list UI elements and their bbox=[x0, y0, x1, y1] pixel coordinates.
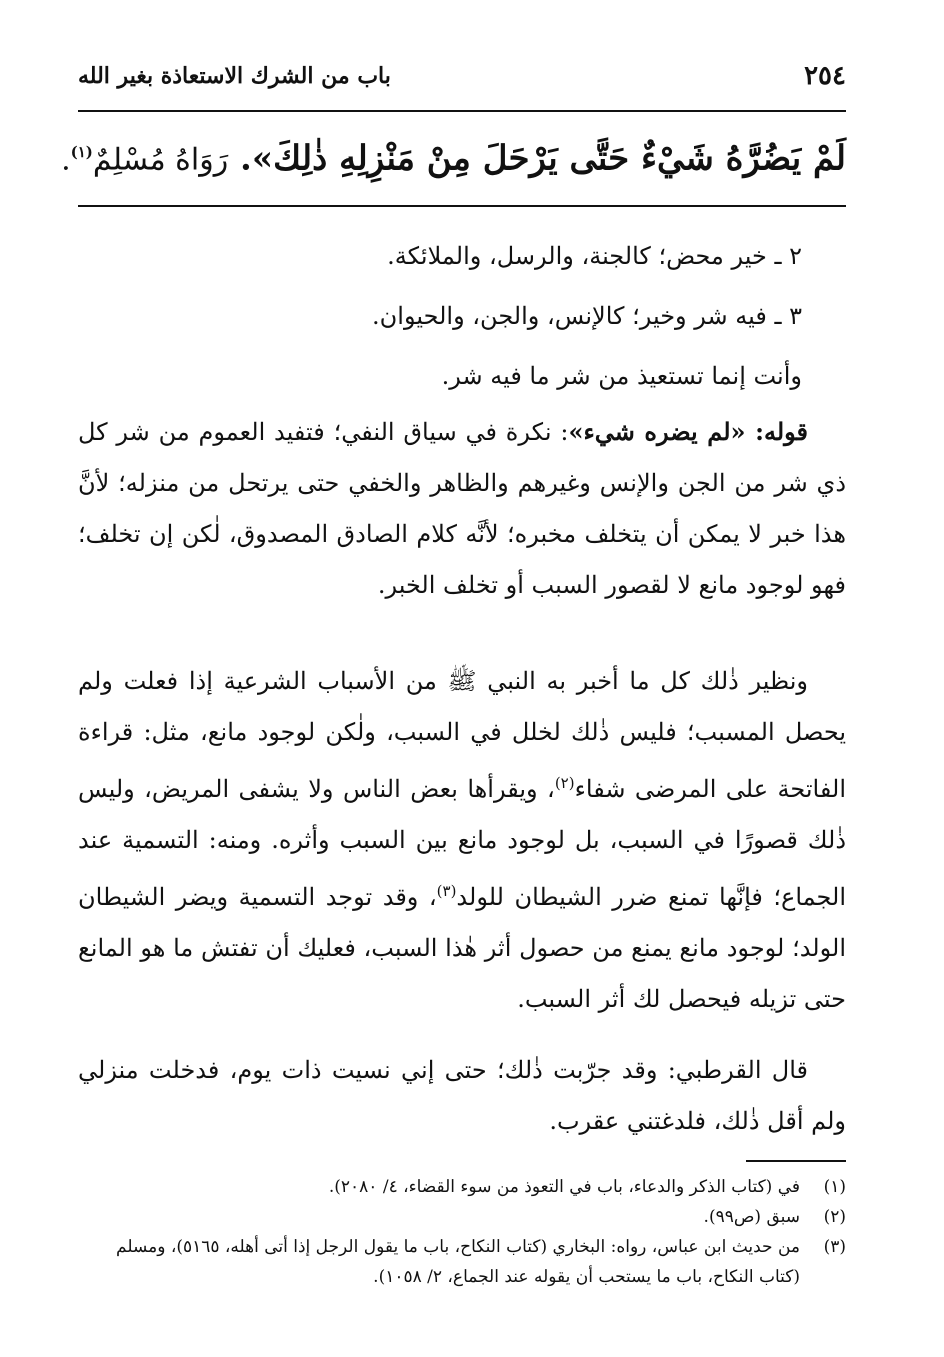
paragraph-2-text-c: ، وقد توجد التسمية ويضر الشيطان الولد؛ لوجود مانع يمنع من حصول أثر هٰذا السبب، فعليك أن تفتش ما هو المانع حتى تزيله فيحصل لك أثر السبب. bbox=[78, 883, 846, 1013]
quoted-phrase: قوله: «لم يضره شيء» bbox=[568, 417, 808, 446]
period: . bbox=[61, 142, 71, 178]
paragraph-3: قال القرطبي: وقد جرّبت ذٰلك؛ حتى إني نسيت ذات يوم، فدخلت منزلي ولم أقل ذٰلك، فلدغتني عقرب. bbox=[78, 1056, 846, 1135]
paragraph-2 bbox=[78, 656, 846, 1025]
footnote-rule bbox=[746, 1160, 846, 1162]
list-item: ٣ ـ فيه شر وخير؛ كالإنس، والجن، والحيوان. bbox=[372, 302, 802, 330]
footnote-number: (٢) bbox=[823, 1207, 846, 1227]
footnote-2 bbox=[78, 1202, 846, 1232]
paragraph-1-text: : نكرة في سياق النفي؛ فتفيد العموم من شر كل ذي شر من الجن والإنس وغيرهم والظاهر والخفي حتى يرتحل من منزله؛ لأنَّ هذا خبر لا يمكن أن يتخلف مخبره؛ لأنَّه كلام الصادق المصدوق، لٰكن إن تخلف؛ فهو لوجود مانع لا لقصور السبب أو تخلف الخبر. bbox=[78, 418, 846, 599]
chapter-title: باب من الشرك الاستعاذة بغير الله bbox=[78, 63, 391, 89]
page-number: ٢٥٤ bbox=[804, 61, 846, 91]
footnote-text: في (كتاب الذكر والدعاء، باب في التعوذ من سوء القضاء، ٤/ ٢٠٨٠). bbox=[328, 1177, 800, 1197]
footnote-1 bbox=[78, 1172, 846, 1202]
footnotes bbox=[78, 1172, 846, 1292]
footnote-marker-2: (٢) bbox=[554, 774, 575, 792]
hadith-text: لَمْ يَضُرَّهُ شَيْءٌ حَتَّى يَرْحَلَ مِنْ مَنْزِلِهِ ذٰلِكَ». bbox=[240, 138, 846, 179]
paragraph-qurtubi bbox=[78, 1045, 846, 1147]
footnote-marker-1: (١) bbox=[70, 143, 93, 161]
paragraph-commentary bbox=[78, 406, 846, 611]
footnote-text: سبق (ص٩٩). bbox=[703, 1207, 800, 1227]
running-header bbox=[78, 52, 846, 100]
book-page bbox=[61, 0, 846, 1357]
footnote-text: من حديث ابن عباس، رواه: البخاري (كتاب النكاح، باب ما يقول الرجل إذا أتى أهله، ٥١٦٥)، ومسلم (كتاب النكاح، باب ما يستحب أن يقوله عند الجماع، ٢/ ١٠٥٨). bbox=[116, 1237, 800, 1287]
hadith-reference: رَوَاهُ مُسْلِمٌ bbox=[92, 142, 229, 178]
paragraph-2-text-b: ، ويقرأها بعض الناس ولا يشفى المريض، وليس ذٰلك قصورًا في السبب، بل لوجود مانع بين السبب وأثره. ومنه: التسمية عند الجماع؛ فإنَّها تمنع ضرر الشيطان للولد bbox=[78, 775, 846, 911]
footnote-number: (٣) bbox=[823, 1237, 846, 1257]
footnote-3 bbox=[78, 1232, 846, 1292]
hadith-rule bbox=[78, 205, 846, 207]
footnote-marker-3: (٣) bbox=[436, 882, 457, 900]
paragraph-1 bbox=[78, 406, 846, 611]
list-item: وأنت إنما تستعيذ من شر ما فيه شر. bbox=[441, 362, 802, 390]
list-item: ٢ ـ خير محض؛ كالجنة، والرسل، والملائكة. bbox=[387, 242, 802, 270]
paragraph-2-text-a: ونظير ذٰلك كل ما أخبر به النبي ﷺ من الأسباب الشرعية إذا فعلت ولم يحصل المسبب؛ فليس ذٰلك لخلل في السبب، ولٰكن لوجود مانع، مثل: قراءة الفاتحة على المرضى شفاء bbox=[78, 667, 846, 803]
footnote-number: (١) bbox=[823, 1177, 846, 1197]
categories-list bbox=[78, 226, 846, 406]
header-rule bbox=[78, 110, 846, 112]
paragraph-analogy bbox=[78, 656, 846, 1025]
hadith-line bbox=[61, 122, 846, 190]
